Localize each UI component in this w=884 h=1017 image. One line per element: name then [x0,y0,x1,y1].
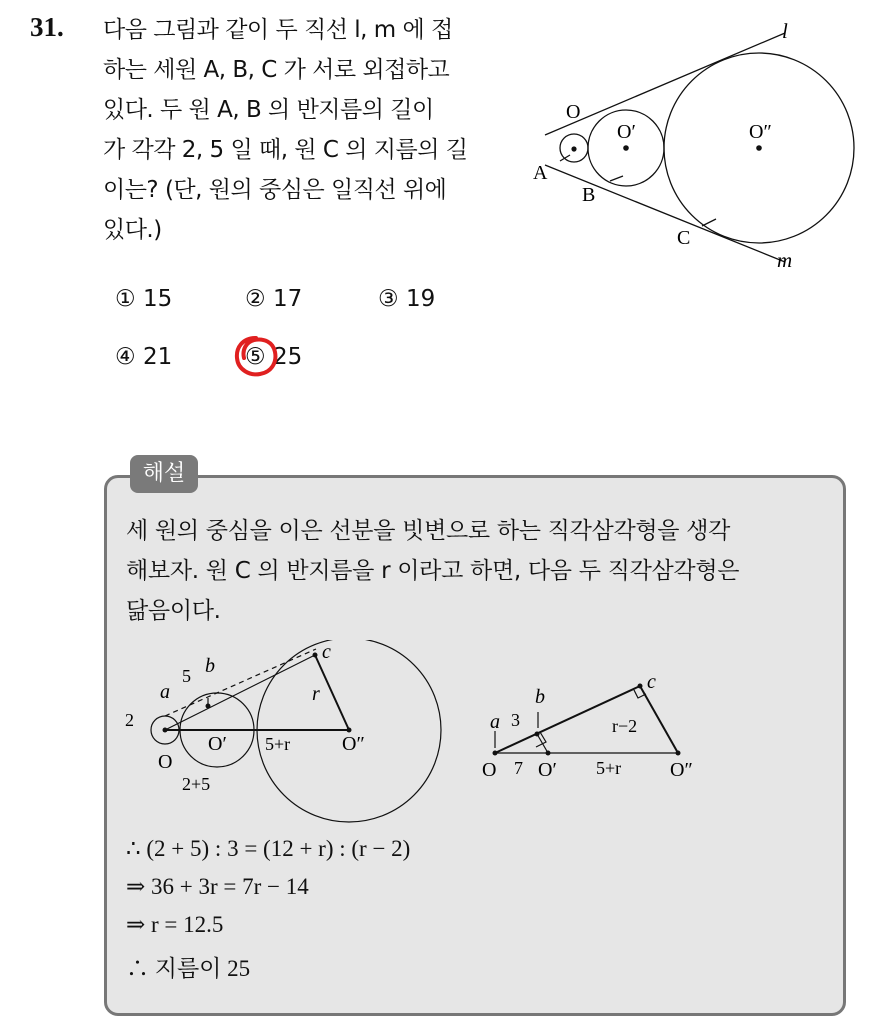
question-text [103,10,503,250]
label-o: O [158,751,173,773]
label-rminus2: r−2 [612,716,638,736]
label-o1: O′ [538,759,557,781]
question-line: 이는? (단, 원의 중심은 일직선 위에 [103,177,447,203]
point-o [163,728,168,733]
question-number: 31. [30,12,64,42]
point-c [638,684,643,689]
label-m: m [777,248,793,272]
center-o [571,146,576,151]
center-o1 [623,145,629,151]
choice-number: ② [245,286,266,312]
choice-2[interactable] [245,286,302,312]
label-c: c [647,671,656,693]
tangent-circles-figure [520,10,870,275]
radius-line [315,655,349,730]
label-o2: O″ [670,759,693,781]
question-line: 다음 그림과 같이 두 직선 l, m 에 접 [103,17,453,43]
math-line: ⇒ r = 12.5 [126,912,224,937]
choice-value: 25 [272,344,303,370]
point-o1 [546,751,551,756]
label-seg2: 5+r [265,734,291,754]
point-o [493,751,498,756]
choice-number: ③ [378,286,399,312]
solution-tab: 해설 [130,455,198,493]
label-five: 5 [182,666,191,686]
arrow-a [560,155,570,161]
choice-value: 17 [272,286,303,312]
point-o2 [676,751,681,756]
choice-number: ① [115,286,136,312]
label-o1: O′ [617,121,636,143]
label-c: C [677,227,691,249]
label-b: B [582,184,596,206]
label-seg: 5+r [596,758,622,778]
solution-figure-circles [120,640,460,825]
center-o2 [756,145,762,151]
math-line: ∴ 지름이 25 [126,956,251,981]
label-o2: O″ [342,733,365,755]
label-a: a [160,681,170,703]
choice-value: 19 [405,286,436,312]
label-b: b [205,655,215,677]
question-line: 있다. 두 원 A, B 의 반지름의 길이 [103,97,434,123]
choice-value: 21 [142,344,173,370]
point-c [313,653,318,658]
label-c: c [322,641,331,663]
point-b [535,732,540,737]
solution-line: 닮음이다. [126,598,221,624]
label-seg1: 2+5 [182,774,211,794]
label-o: O [482,759,497,781]
math-line: ⇒ 36 + 3r = 7r − 14 [126,874,309,899]
question-line: 있다.) [103,217,162,243]
question-line: 가 각각 2, 5 일 때, 원 C 의 지름의 길 [103,137,468,163]
choice-value: 15 [142,286,173,312]
tangent-line-m [545,165,785,262]
solution-figure-triangles [480,668,720,788]
label-l: l [782,19,788,43]
point-o2 [347,728,352,733]
answer-mark-circle [232,332,282,382]
label-three: 3 [511,710,520,730]
label-o1: O′ [208,733,227,755]
label-o2: O″ [749,121,772,143]
label-seven: 7 [514,758,523,778]
label-a: A [533,162,548,184]
choice-3[interactable] [378,286,435,312]
label-a: a [490,711,500,733]
solution-line: 해보자. 원 C 의 반지름을 r 이라고 하면, 다음 두 직각삼각형은 [126,558,740,584]
question-line: 하는 세원 A, B, C 가 서로 외접하고 [103,57,450,83]
choice-1[interactable] [115,286,172,312]
choice-4[interactable] [115,344,172,370]
arrow-b [610,176,623,181]
label-o: O [566,101,581,123]
choice-number: ⑤ [245,344,266,370]
point-b [206,704,211,709]
solution-line: 세 원의 중심을 이은 선분을 빗변으로 하는 직각삼각형을 생각 [126,518,731,544]
label-r: r [312,683,320,705]
label-b: b [535,686,545,708]
tangent-line-l [545,33,785,135]
side-line [640,686,678,753]
math-line: ∴ (2 + 5) : 3 = (12 + r) : (r − 2) [126,836,411,861]
label-two: 2 [125,710,134,730]
arrow-c [702,219,716,226]
choice-number: ④ [115,344,136,370]
